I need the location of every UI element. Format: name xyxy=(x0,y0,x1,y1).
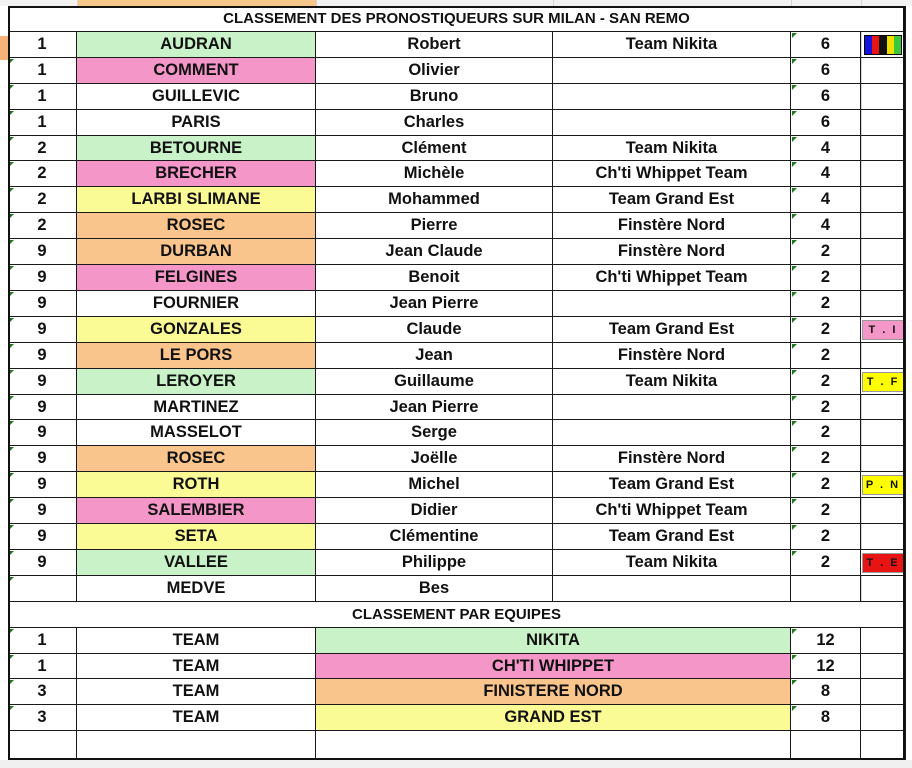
cell-comment-marker xyxy=(792,447,797,452)
firstname-cell[interactable]: Michel xyxy=(316,472,553,498)
team-extra-cell[interactable] xyxy=(861,654,906,679)
team-cell[interactable]: Team Grand Est xyxy=(553,472,791,498)
rank-cell[interactable]: 9 xyxy=(8,420,77,446)
cell-comment-marker xyxy=(9,655,14,660)
bottom-strip xyxy=(0,760,912,768)
empty-cell[interactable] xyxy=(791,731,861,760)
firstname-cell[interactable]: Claude xyxy=(316,317,553,343)
row-highlight-edge xyxy=(0,36,8,60)
badge-cell[interactable] xyxy=(861,265,906,291)
cell-comment-marker xyxy=(9,629,14,634)
points-cell[interactable]: 6 xyxy=(791,32,861,58)
badge-cell[interactable] xyxy=(861,291,906,317)
cell-comment-marker xyxy=(792,473,797,478)
name-cell[interactable]: COMMENT xyxy=(77,58,316,84)
team-label-cell[interactable]: TEAM xyxy=(77,679,316,705)
badge-cell[interactable] xyxy=(861,239,906,265)
team-cell[interactable] xyxy=(553,576,791,602)
points-cell[interactable]: 2 xyxy=(791,265,861,291)
rank-cell[interactable]: 1 xyxy=(8,58,77,84)
cell-comment-marker xyxy=(9,499,14,504)
cell-comment-marker xyxy=(9,577,14,582)
cell-comment-marker xyxy=(792,655,797,660)
badge-cell[interactable] xyxy=(861,32,906,58)
cell-comment-marker xyxy=(9,525,14,530)
team-label-cell[interactable]: TEAM xyxy=(77,628,316,654)
rank-cell[interactable]: 9 xyxy=(8,317,77,343)
badge-cell[interactable] xyxy=(861,498,906,524)
empty-cell[interactable] xyxy=(8,731,77,760)
points-cell[interactable]: 4 xyxy=(791,213,861,239)
team-name-cell[interactable]: NIKITA xyxy=(316,628,791,654)
firstname-cell[interactable]: Jean Pierre xyxy=(316,291,553,317)
points-cell[interactable]: 2 xyxy=(791,369,861,395)
cell-comment-marker xyxy=(792,188,797,193)
cell-comment-marker xyxy=(792,214,797,219)
points-cell[interactable]: 6 xyxy=(791,84,861,110)
rank-cell[interactable]: 9 xyxy=(8,395,77,420)
name-cell[interactable]: AUDRAN xyxy=(77,32,316,58)
cell-comment-marker xyxy=(792,266,797,271)
team-cell[interactable]: Team Grand Est xyxy=(553,187,791,213)
points-cell[interactable]: 2 xyxy=(791,239,861,265)
firstname-cell[interactable]: Bes xyxy=(316,576,553,602)
cell-comment-marker xyxy=(792,370,797,375)
cell-comment-marker xyxy=(9,447,14,452)
cell-comment-marker xyxy=(9,214,14,219)
team-cell[interactable]: Finstère Nord xyxy=(553,239,791,265)
points-cell[interactable] xyxy=(791,576,861,602)
team-label-cell[interactable]: TEAM xyxy=(77,705,316,731)
points-cell[interactable]: 6 xyxy=(791,58,861,84)
rank-cell[interactable]: 9 xyxy=(8,498,77,524)
table-title: CLASSEMENT DES PRONOSTIQUEURS SUR MILAN - SAN REMO xyxy=(8,6,906,32)
firstname-cell[interactable]: Olivier xyxy=(316,58,553,84)
rank-cell[interactable]: 9 xyxy=(8,291,77,317)
cell-comment-marker xyxy=(792,85,797,90)
cell-comment-marker xyxy=(792,629,797,634)
rank-cell[interactable]: 9 xyxy=(8,369,77,395)
firstname-cell[interactable]: Guillaume xyxy=(316,369,553,395)
rank-cell[interactable]: 1 xyxy=(8,84,77,110)
name-cell[interactable]: MEDVE xyxy=(77,576,316,602)
cell-comment-marker xyxy=(9,162,14,167)
team-cell[interactable]: Finstère Nord xyxy=(553,446,791,472)
firstname-cell[interactable]: Jean xyxy=(316,343,553,369)
cell-comment-marker xyxy=(792,137,797,142)
name-cell[interactable]: LE PORS xyxy=(77,343,316,369)
team-cell[interactable] xyxy=(553,84,791,110)
points-cell[interactable]: 4 xyxy=(791,187,861,213)
firstname-cell[interactable]: Joëlle xyxy=(316,446,553,472)
rank-cell[interactable]: 1 xyxy=(8,110,77,136)
badge-cell[interactable] xyxy=(861,576,906,602)
rank-cell[interactable]: 9 xyxy=(8,524,77,550)
team-cell[interactable] xyxy=(553,420,791,446)
firstname-cell[interactable]: Jean Claude xyxy=(316,239,553,265)
name-cell[interactable]: MARTINEZ xyxy=(77,395,316,420)
badge-cell[interactable] xyxy=(861,524,906,550)
team-rank-cell[interactable]: 3 xyxy=(8,679,77,705)
team-cell[interactable]: Team Grand Est xyxy=(553,317,791,343)
name-cell[interactable]: ROSEC xyxy=(77,213,316,239)
cell-comment-marker xyxy=(9,111,14,116)
jersey-icon xyxy=(864,35,902,55)
cell-comment-marker xyxy=(9,551,14,556)
team-cell[interactable] xyxy=(553,395,791,420)
points-cell[interactable]: 2 xyxy=(791,317,861,343)
rank-cell[interactable]: 2 xyxy=(8,187,77,213)
name-cell[interactable]: MASSELOT xyxy=(77,420,316,446)
name-cell[interactable]: DURBAN xyxy=(77,239,316,265)
rank-cell[interactable]: 9 xyxy=(8,472,77,498)
points-cell[interactable]: 2 xyxy=(791,291,861,317)
name-cell[interactable]: SALEMBIER xyxy=(77,498,316,524)
badge-cell[interactable] xyxy=(861,395,906,420)
cell-comment-marker xyxy=(9,188,14,193)
team-points-cell[interactable]: 12 xyxy=(791,654,861,679)
firstname-cell[interactable]: Clémentine xyxy=(316,524,553,550)
firstname-cell[interactable]: Pierre xyxy=(316,213,553,239)
cell-comment-marker xyxy=(9,344,14,349)
points-cell[interactable]: 2 xyxy=(791,524,861,550)
status-badge: T . E xyxy=(862,553,904,573)
cell-comment-marker xyxy=(9,266,14,271)
team-cell[interactable] xyxy=(553,291,791,317)
name-cell[interactable]: GUILLEVIC xyxy=(77,84,316,110)
team-name-cell[interactable]: CH'TI WHIPPET xyxy=(316,654,791,679)
firstname-cell[interactable]: Serge xyxy=(316,420,553,446)
cell-comment-marker xyxy=(792,59,797,64)
rank-cell[interactable]: 9 xyxy=(8,446,77,472)
firstname-cell[interactable]: Clément xyxy=(316,136,553,161)
name-cell[interactable]: LARBI SLIMANE xyxy=(77,187,316,213)
badge-cell[interactable] xyxy=(861,369,906,395)
rank-cell[interactable] xyxy=(8,576,77,602)
cell-comment-marker xyxy=(9,473,14,478)
points-cell[interactable]: 4 xyxy=(791,161,861,187)
firstname-cell[interactable]: Didier xyxy=(316,498,553,524)
points-cell[interactable]: 2 xyxy=(791,446,861,472)
cell-comment-marker xyxy=(792,499,797,504)
name-cell[interactable]: ROSEC xyxy=(77,446,316,472)
team-extra-cell[interactable] xyxy=(861,705,906,731)
badge-cell[interactable] xyxy=(861,136,906,161)
rank-cell[interactable]: 2 xyxy=(8,213,77,239)
name-cell[interactable]: VALLEE xyxy=(77,550,316,576)
badge-cell[interactable] xyxy=(861,317,906,343)
team-rank-cell[interactable]: 3 xyxy=(8,705,77,731)
cell-comment-marker xyxy=(792,421,797,426)
badge-cell[interactable] xyxy=(861,58,906,84)
points-cell[interactable]: 2 xyxy=(791,420,861,446)
points-cell[interactable]: 4 xyxy=(791,136,861,161)
team-cell[interactable]: Ch'ti Whippet Team xyxy=(553,265,791,291)
cell-comment-marker xyxy=(792,551,797,556)
name-cell[interactable]: BRECHER xyxy=(77,161,316,187)
cell-comment-marker xyxy=(792,525,797,530)
name-cell[interactable]: GONZALES xyxy=(77,317,316,343)
team-name-cell[interactable]: FINISTERE NORD xyxy=(316,679,791,705)
empty-cell[interactable] xyxy=(77,731,316,760)
cell-comment-marker xyxy=(792,344,797,349)
name-cell[interactable]: FOURNIER xyxy=(77,291,316,317)
cell-comment-marker xyxy=(792,706,797,711)
firstname-cell[interactable]: Jean Pierre xyxy=(316,395,553,420)
team-name-cell[interactable]: GRAND EST xyxy=(316,705,791,731)
team-cell[interactable]: Team Nikita xyxy=(553,369,791,395)
name-cell[interactable]: BETOURNE xyxy=(77,136,316,161)
rank-cell[interactable]: 9 xyxy=(8,550,77,576)
points-cell[interactable]: 2 xyxy=(791,550,861,576)
team-rank-cell[interactable]: 1 xyxy=(8,628,77,654)
status-badge: P . N xyxy=(862,475,904,495)
cell-comment-marker xyxy=(792,240,797,245)
status-badge: T . I xyxy=(862,320,904,340)
firstname-cell[interactable]: Robert xyxy=(316,32,553,58)
badge-cell[interactable] xyxy=(861,343,906,369)
cell-comment-marker xyxy=(9,396,14,401)
badge-cell[interactable] xyxy=(861,213,906,239)
name-cell[interactable]: SETA xyxy=(77,524,316,550)
points-cell[interactable]: 2 xyxy=(791,498,861,524)
team-cell[interactable]: Ch'ti Whippet Team xyxy=(553,498,791,524)
team-label-cell[interactable]: TEAM xyxy=(77,654,316,679)
cell-comment-marker xyxy=(9,137,14,142)
rank-cell[interactable]: 9 xyxy=(8,265,77,291)
points-cell[interactable]: 6 xyxy=(791,110,861,136)
points-cell[interactable]: 2 xyxy=(791,343,861,369)
team-cell[interactable]: Finstère Nord xyxy=(553,213,791,239)
badge-cell[interactable] xyxy=(861,110,906,136)
badge-cell[interactable] xyxy=(861,84,906,110)
rank-cell[interactable]: 9 xyxy=(8,343,77,369)
rank-cell[interactable]: 2 xyxy=(8,161,77,187)
name-cell[interactable]: PARIS xyxy=(77,110,316,136)
badge-cell[interactable] xyxy=(861,472,906,498)
status-badge: T . F xyxy=(862,372,904,392)
team-extra-cell[interactable] xyxy=(861,679,906,705)
team-rank-cell[interactable]: 1 xyxy=(8,654,77,679)
cell-comment-marker xyxy=(9,240,14,245)
team-cell[interactable] xyxy=(553,110,791,136)
badge-cell[interactable] xyxy=(861,187,906,213)
rank-cell[interactable]: 2 xyxy=(8,136,77,161)
badge-cell[interactable] xyxy=(861,420,906,446)
cell-comment-marker xyxy=(792,680,797,685)
cell-comment-marker xyxy=(792,396,797,401)
rank-cell[interactable]: 1 xyxy=(8,32,77,58)
firstname-cell[interactable]: Benoit xyxy=(316,265,553,291)
points-cell[interactable]: 2 xyxy=(791,472,861,498)
cell-comment-marker xyxy=(792,318,797,323)
cell-comment-marker xyxy=(792,111,797,116)
cell-comment-marker xyxy=(9,292,14,297)
cell-comment-marker xyxy=(9,706,14,711)
teams-section-title: CLASSEMENT PAR EQUIPES xyxy=(8,602,906,628)
firstname-cell[interactable]: Philippe xyxy=(316,550,553,576)
cell-comment-marker xyxy=(9,318,14,323)
team-cell[interactable]: Finstère Nord xyxy=(553,343,791,369)
empty-cell[interactable] xyxy=(861,731,906,760)
cell-comment-marker xyxy=(792,33,797,38)
rank-cell[interactable]: 9 xyxy=(8,239,77,265)
cell-comment-marker xyxy=(792,292,797,297)
team-cell[interactable]: Ch'ti Whippet Team xyxy=(553,161,791,187)
badge-cell[interactable] xyxy=(861,550,906,576)
team-extra-cell[interactable] xyxy=(861,628,906,654)
cell-comment-marker xyxy=(792,162,797,167)
cell-comment-marker xyxy=(9,421,14,426)
team-points-cell[interactable]: 12 xyxy=(791,628,861,654)
badge-cell[interactable] xyxy=(861,446,906,472)
team-cell[interactable]: Team Nikita xyxy=(553,550,791,576)
cell-comment-marker xyxy=(9,85,14,90)
name-cell[interactable]: FELGINES xyxy=(77,265,316,291)
team-points-cell[interactable]: 8 xyxy=(791,679,861,705)
team-cell[interactable]: Team Nikita xyxy=(553,32,791,58)
empty-cell[interactable] xyxy=(316,731,791,760)
name-cell[interactable]: LEROYER xyxy=(77,369,316,395)
firstname-cell[interactable]: Mohammed xyxy=(316,187,553,213)
team-cell[interactable]: Team Nikita xyxy=(553,136,791,161)
cell-comment-marker xyxy=(9,370,14,375)
points-cell[interactable]: 2 xyxy=(791,395,861,420)
team-cell[interactable]: Team Grand Est xyxy=(553,524,791,550)
team-points-cell[interactable]: 8 xyxy=(791,705,861,731)
firstname-cell[interactable]: Charles xyxy=(316,110,553,136)
cell-comment-marker xyxy=(9,680,14,685)
firstname-cell[interactable]: Bruno xyxy=(316,84,553,110)
badge-cell[interactable] xyxy=(861,161,906,187)
firstname-cell[interactable]: Michèle xyxy=(316,161,553,187)
team-cell[interactable] xyxy=(553,58,791,84)
name-cell[interactable]: ROTH xyxy=(77,472,316,498)
cell-comment-marker xyxy=(9,59,14,64)
